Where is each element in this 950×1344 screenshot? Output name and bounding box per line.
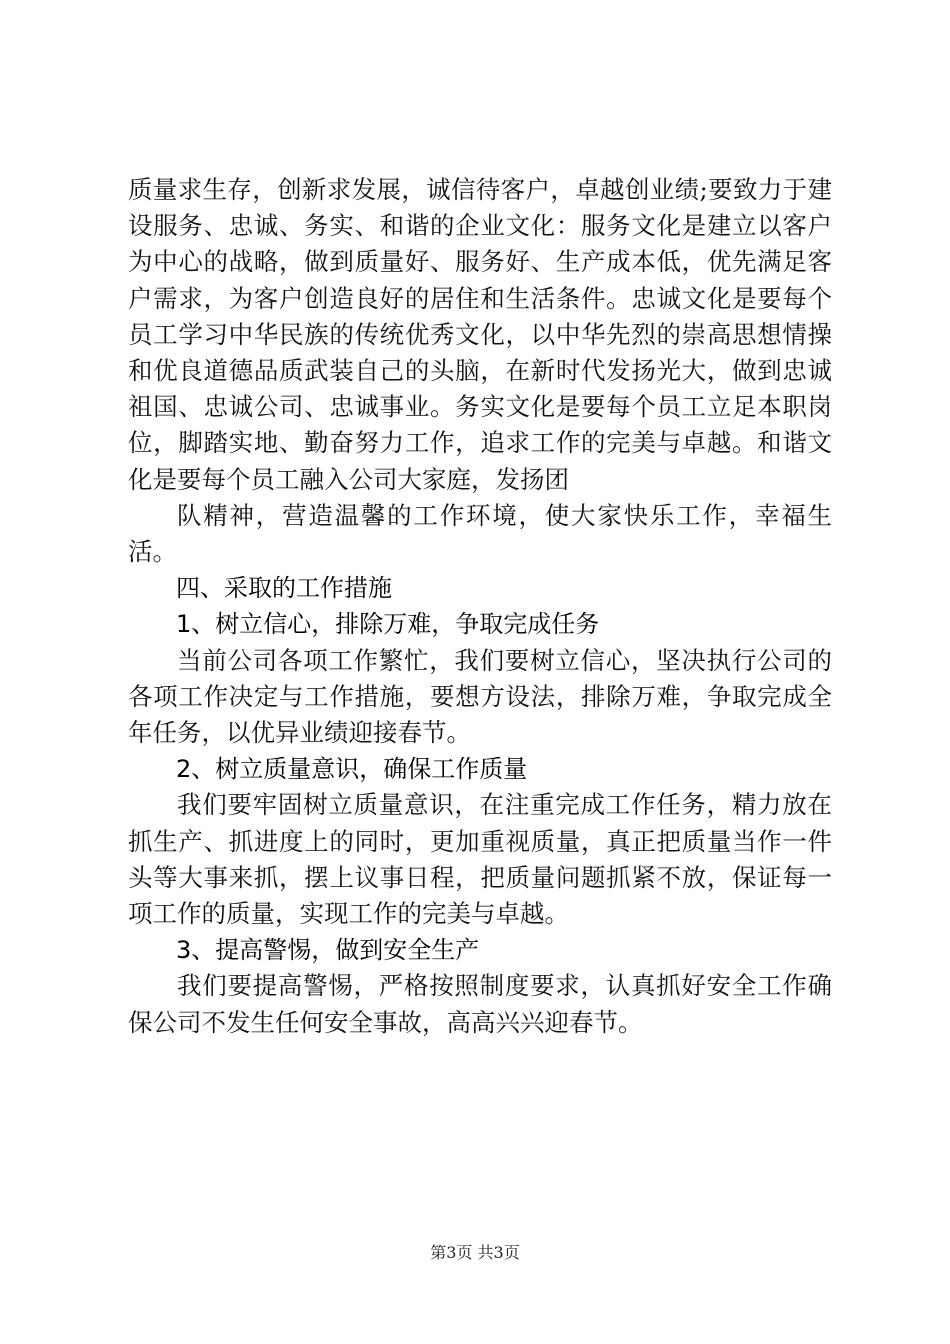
section-heading-measures: 四、采取的工作措施 xyxy=(176,574,392,603)
item-heading-quality: 2、树立质量意识，确保工作质量 xyxy=(176,755,528,784)
page-footer: 第3页 共3页 xyxy=(430,1243,520,1262)
item-body-quality: 我们要牢固树立质量意识，在注重完成工作任务，精力放在抓生产、抓进度上的同时，更加重视质量，真正把质量当作一件头等大事来抓，摆上议事日程，把质量问题抓紧不放，保证每一项工作的质量，实现工作的完美与卓越。 xyxy=(128,790,832,929)
item-heading-safety: 3、提高警惕，做到安全生产 xyxy=(176,936,480,965)
culture-paragraph: 质量求生存，创新求发展，诚信待客户，卓越创业绩;要致力于建设服务、忠诚、务实、和谐的企业文化：服务文化是建立以客户为中心的战略，做到质量好、服务好、生产成本低，优先满足客户需求，为客户创造良好的居住和生活条件。忠诚文化是要每个员工学习中华民族的传统优秀文化，以中华先烈的崇高思想情操和优良道德品质武装自己的头脑，在新时代发扬光大，做到忠诚祖国、忠诚公司、忠诚事业。务实文化是要每个员工立足本职岗位，脚踏实地、勤奋努力工作，追求工作的完美与卓越。和谐文化是要每个员工融入公司大家庭，发扬团 xyxy=(128,175,832,494)
item-body-confidence: 当前公司各项工作繁忙，我们要树立信心，坚决执行公司的各项工作决定与工作措施，要想方设法，排除万难，争取完成全年任务，以优异业绩迎接春节。 xyxy=(128,645,832,748)
item-body-safety: 我们要提高警惕，严格按照制度要求，认真抓好安全工作确保公司不发生任何安全事故，高高兴兴迎春节。 xyxy=(128,971,832,1037)
item-heading-confidence: 1、树立信心，排除万难，争取完成任务 xyxy=(176,610,600,639)
culture-paragraph-continued: 队精神，营造温馨的工作环境，使大家快乐工作，幸福生活。 xyxy=(128,500,832,567)
document-body xyxy=(128,172,832,1041)
